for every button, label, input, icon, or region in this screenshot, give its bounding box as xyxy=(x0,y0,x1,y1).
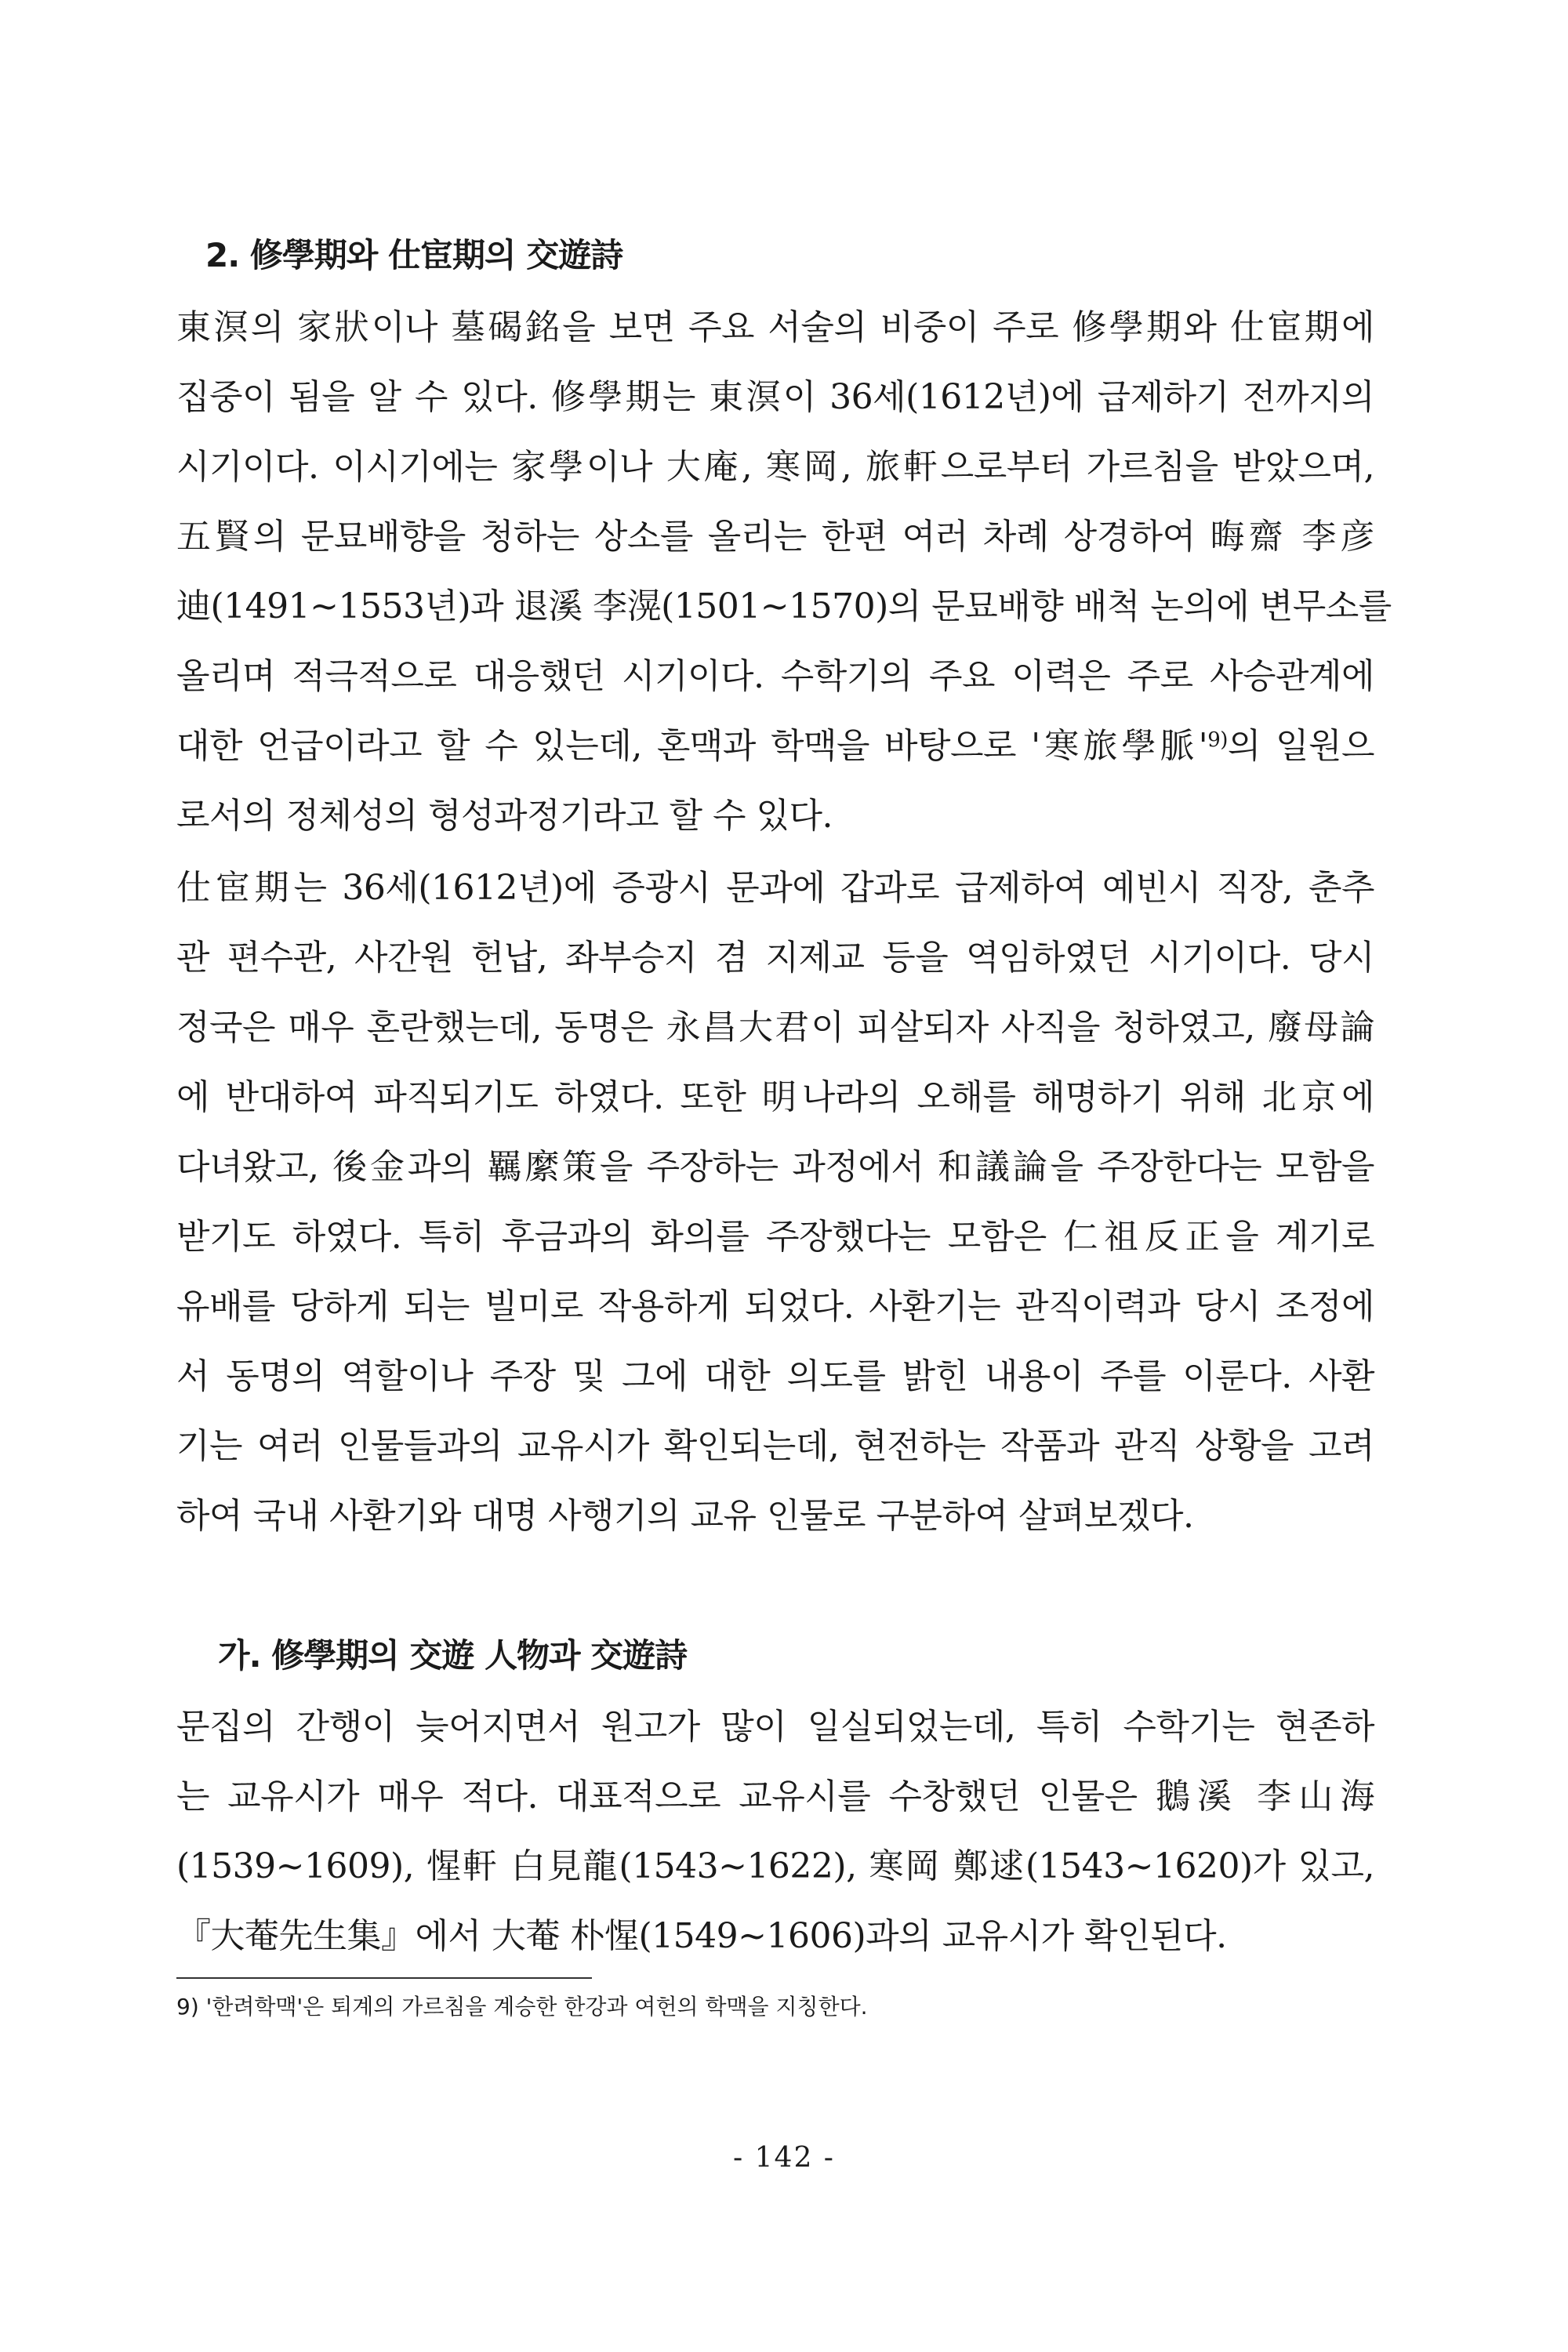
paragraph-line: 받기도 하였다. 특히 후금과의 화의를 주장했다는 모함은 仁祖反正을 계기로 xyxy=(176,1217,1374,1257)
paragraph-line: 다녀왔고, 後金과의 羈縻策을 주장하는 과정에서 和議論을 주장한다는 모함을 xyxy=(176,1147,1374,1187)
paragraph-3 xyxy=(176,1692,1374,1971)
paragraph-line: 정국은 매우 혼란했는데, 동명은 永昌大君이 피살되자 사직을 청하였고, 廢母論 xyxy=(176,1007,1374,1047)
section-heading: 2. 修學期와 仕宦期의 交遊詩 xyxy=(205,236,623,274)
paragraph-line: 유배를 당하게 되는 빌미로 작용하게 되었다. 사환기는 관직이력과 당시 조정에 xyxy=(176,1287,1374,1327)
paragraph-line: 는 교유시가 매우 적다. 대표적으로 교유시를 수창했던 인물은 鵝溪 李山海 xyxy=(176,1777,1374,1817)
paragraph-line: 문집의 간행이 늦어지면서 원고가 많이 일실되었는데, 특히 수학기는 현존하 xyxy=(176,1707,1374,1747)
paragraph-line: 仕宦期는 36세(1612년)에 증광시 문과에 갑과로 급제하여 예빈시 직장, 춘추 xyxy=(176,868,1374,908)
paragraph-2 xyxy=(176,853,1374,1551)
paragraph-line: 迪(1491~1553년)과 退溪 李滉(1501~1570)의 문묘배향 배척 논의에 변무소를 xyxy=(176,586,1392,626)
paragraph-line: 五賢의 문묘배향을 청하는 상소를 올리는 한편 여러 차례 상경하여 晦齋 李彦 xyxy=(176,517,1374,557)
paragraph-line: 시기이다. 이시기에는 家學이나 大庵, 寒岡, 旅軒으로부터 가르침을 받았으며, xyxy=(176,447,1374,487)
paragraph-line: 집중이 됨을 알 수 있다. 修學期는 東溟이 36세(1612년)에 급제하기 전까지의 xyxy=(176,377,1374,417)
paragraph-line: (1539~1609), 惺軒 白見龍(1543~1622), 寒岡 鄭逑(1543~1620)가 있고, xyxy=(176,1846,1374,1886)
page-number: - 142 - xyxy=(733,2142,835,2174)
footnote: 9) '한려학맥'은 퇴계의 가르침을 계승한 한강과 여헌의 학맥을 지칭한다. xyxy=(176,1994,868,2020)
paragraph-line: 에 반대하여 파직되기도 하였다. 또한 明나라의 오해를 해명하기 위해 北京에 xyxy=(176,1077,1374,1117)
paragraph-line: 서 동명의 역할이나 주장 및 그에 대한 의도를 밝힌 내용이 주를 이룬다. 사환 xyxy=(176,1356,1374,1396)
subsection-heading: 가. 修學期의 交遊 人物과 交遊詩 xyxy=(218,1636,688,1675)
paragraph-line: 로서의 정체성의 형성과정기라고 할 수 있다. xyxy=(176,796,833,836)
paragraph-line: 東溟의 家狀이나 墓碣銘을 보면 주요 서술의 비중이 주로 修學期와 仕宦期에 xyxy=(176,307,1374,347)
paragraph-line: 올리며 적극적으로 대응했던 시기이다. 수학기의 주요 이력은 주로 사승관계에 xyxy=(176,656,1374,696)
paragraph-line: 『大菴先生集』에서 大菴 朴惺(1549~1606)과의 교유시가 확인된다. xyxy=(176,1916,1227,1956)
paragraph-line-with-footnote xyxy=(176,711,1374,781)
paragraph-1 xyxy=(176,292,1392,851)
footnote-reference[interactable]: 9) xyxy=(1207,728,1228,752)
paragraph-line: 기는 여러 인물들과의 교유시가 확인되는데, 현전하는 작품과 관직 상황을 고려 xyxy=(176,1426,1374,1466)
paragraph-line: 하여 국내 사환기와 대명 사행기의 교유 인물로 구분하여 살펴보겠다. xyxy=(176,1496,1194,1536)
paragraph-line: 관 편수관, 사간원 헌납, 좌부승지 겸 지제교 등을 역임하였던 시기이다. 당시 xyxy=(176,938,1374,978)
line-text: 대한 언급이라고 할 수 있는데, 혼맥과 학맥을 바탕으로 '寒旅學脈' xyxy=(176,726,1208,766)
line-text-tail: 의 일원으 xyxy=(1227,726,1374,766)
footnote-divider xyxy=(176,1977,592,1979)
